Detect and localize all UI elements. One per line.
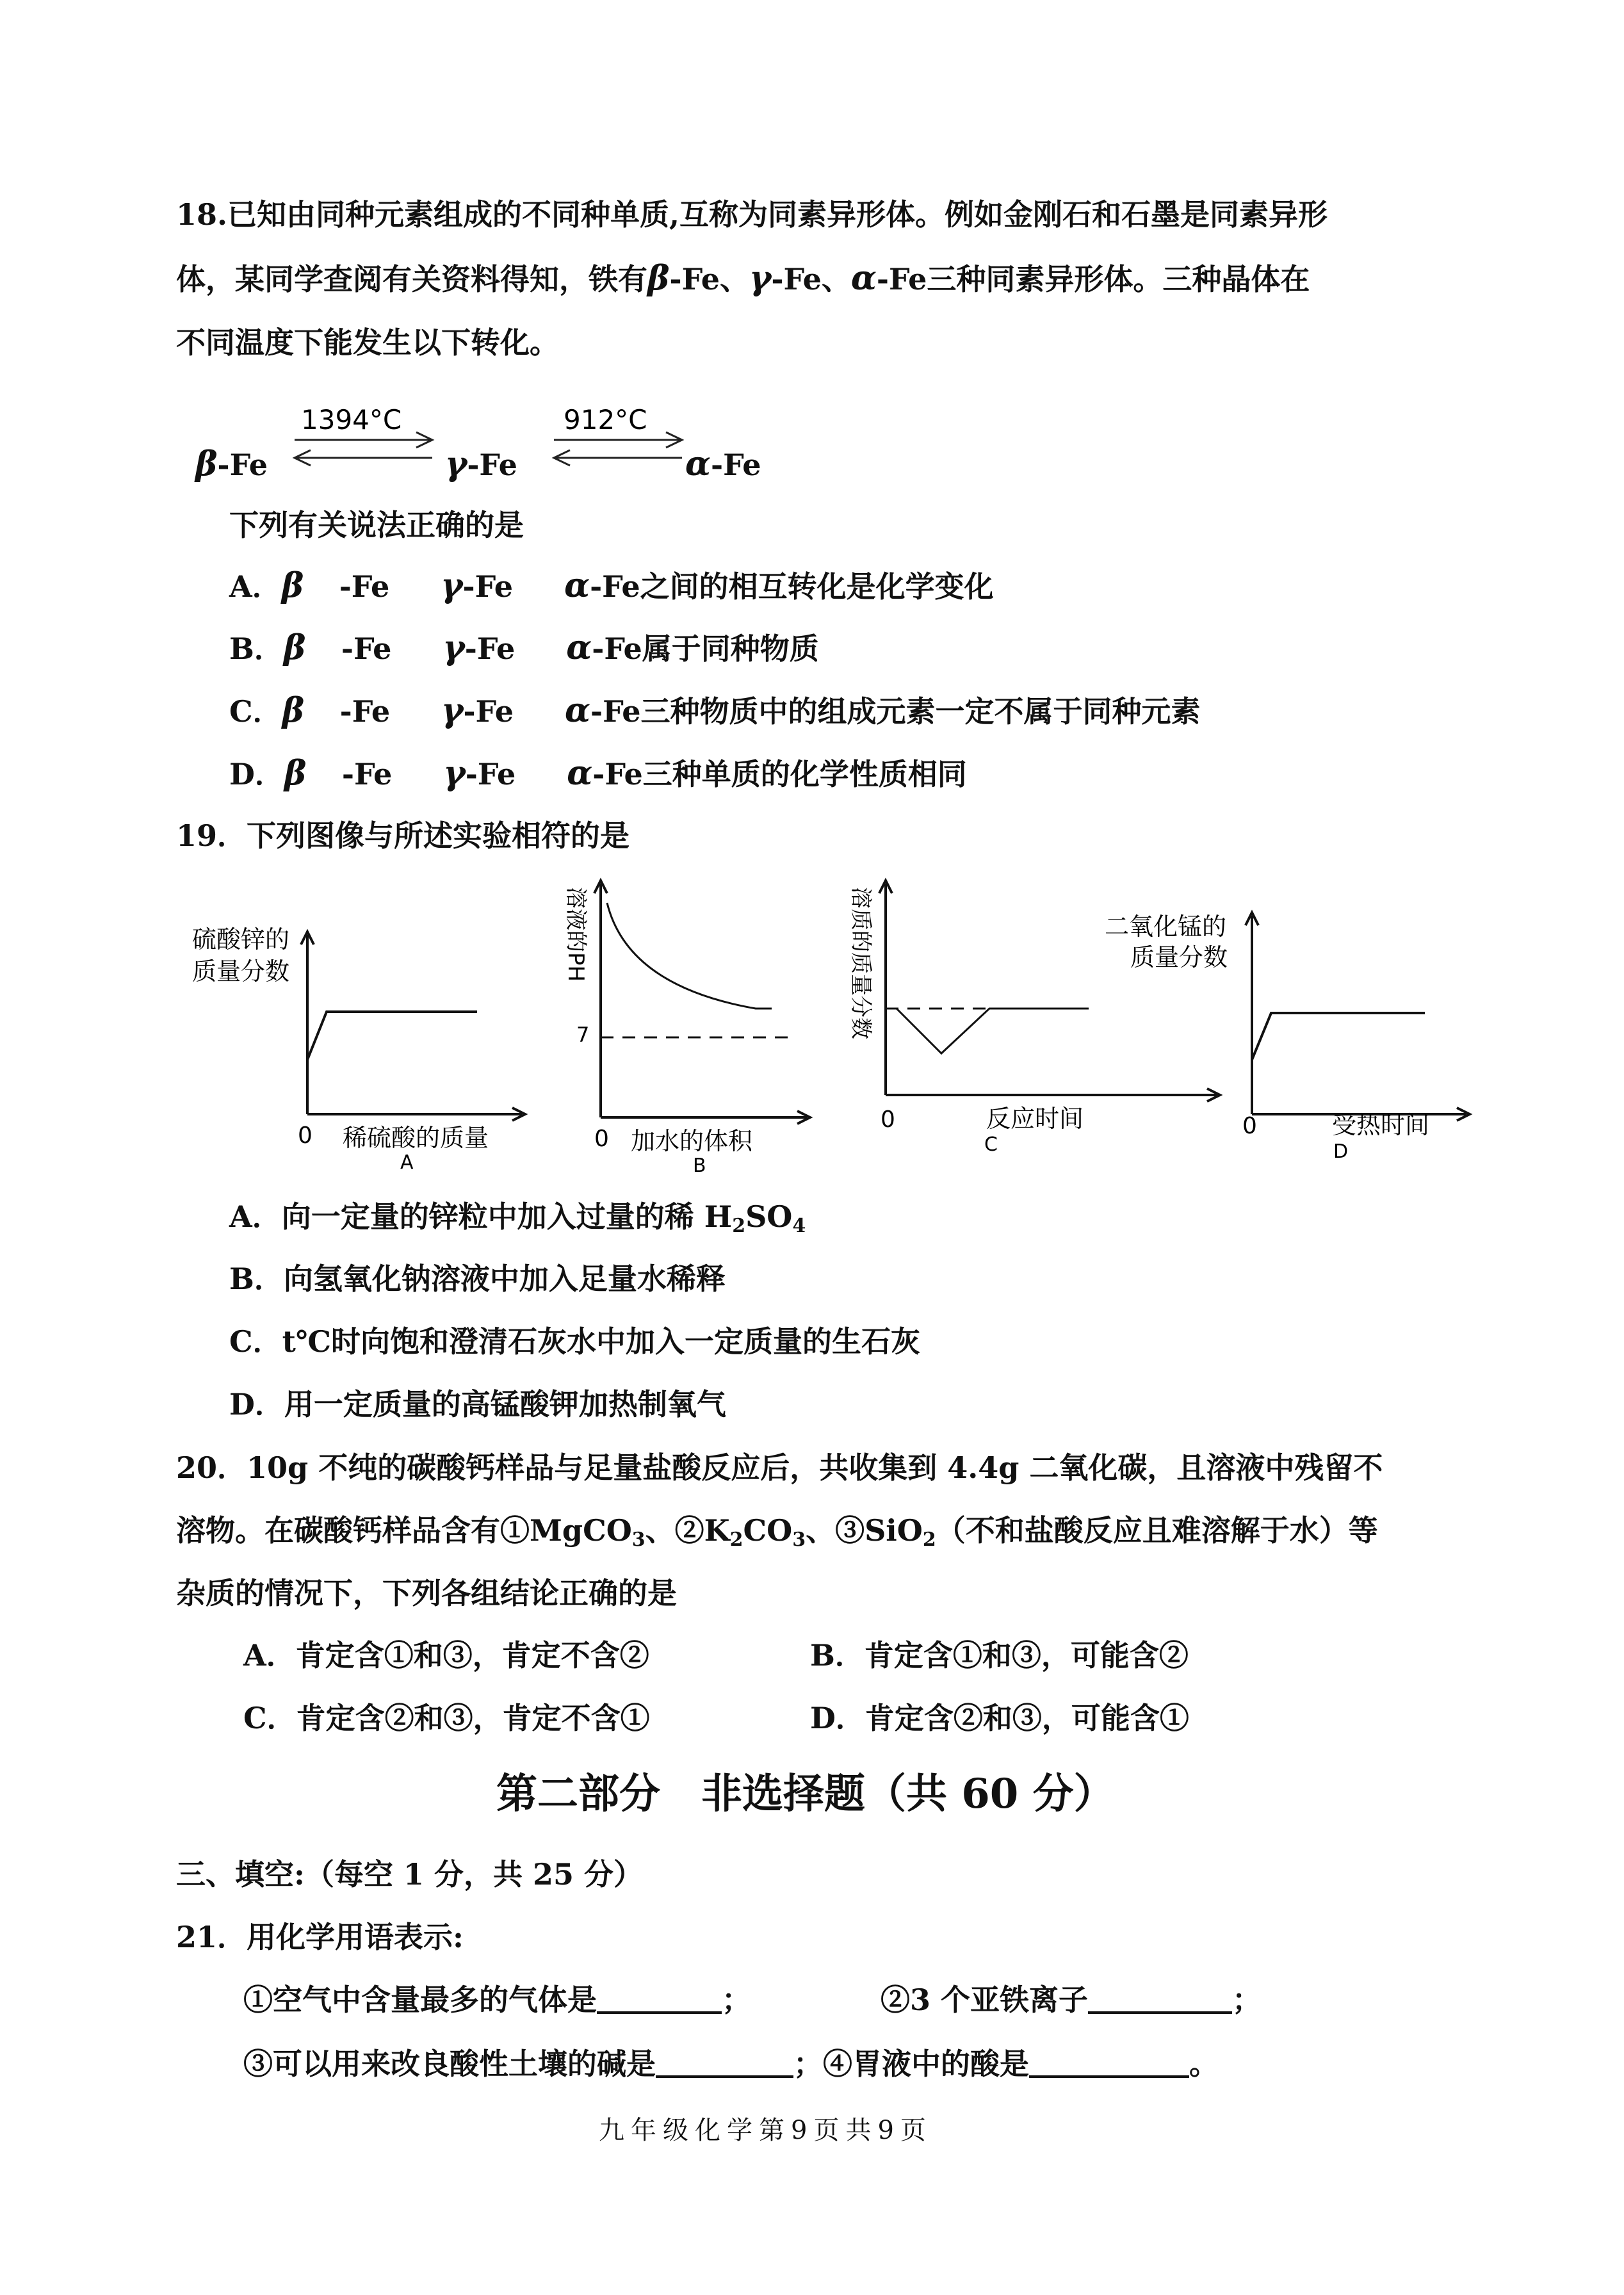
separator: 、 — [821, 262, 851, 296]
q21-stem: 21．用化学用语表示: — [176, 1920, 464, 1954]
q18-option-c: C．β -Fe γ-Fe α-Fe三种物质中的组成元素一定不属于同种元素 — [229, 691, 1201, 730]
answer-blank-4[interactable] — [1029, 2047, 1189, 2078]
alpha-symbol: α — [685, 444, 711, 483]
gamma-symbol: γ — [445, 444, 467, 483]
q19-option-b: B．向氢氧化钠溶液中加入足量水稀释 — [229, 1261, 726, 1296]
graph-a-ylabel2: 质量分数 — [192, 957, 290, 985]
q20-option-a: A．肯定含①和③，肯定不含② — [243, 1638, 649, 1673]
fe-label: -Fe — [217, 448, 268, 482]
fe-label: -Fe — [669, 262, 720, 296]
page-footer: 九年级化学第9页共9页 — [599, 2116, 932, 2145]
q18-option-d: D．β -Fe γ-Fe α-Fe三种单质的化学性质相同 — [229, 754, 967, 793]
q18-option-b: B．β -Fe γ-Fe α-Fe属于同种物质 — [229, 628, 819, 667]
graph-c-xlabel: 反应时间 — [986, 1105, 1084, 1133]
graph-d — [1095, 903, 1479, 1172]
answer-blank-1[interactable] — [597, 1983, 722, 2014]
graph-b-xlabel: 加水的体积 — [631, 1127, 753, 1155]
graph-a-xlabel: 稀硫酸的质量 — [343, 1124, 489, 1152]
graph-c-curve — [897, 1009, 1089, 1053]
q19-option-d: D．用一定质量的高锰酸钾加热制氧气 — [229, 1387, 726, 1422]
graph-a-origin: 0 — [298, 1123, 313, 1149]
graph-a-tag: A — [400, 1151, 414, 1174]
q21-item2: ②3 个亚铁离子 ； — [881, 1983, 1262, 2017]
answer-blank-3[interactable] — [656, 2047, 793, 2078]
graph-c-ylabel: 溶质的质量分数 — [848, 887, 873, 1039]
graph-a — [186, 922, 544, 1178]
q18-prompt: 下列有关说法正确的是 — [229, 508, 524, 542]
beta-fe-term — [195, 445, 268, 484]
q20-option-c: C．肯定含②和③，肯定不含① — [243, 1701, 650, 1735]
temp2-label: 912°C — [564, 404, 647, 435]
graph-d-curve — [1252, 1013, 1425, 1060]
graph-d-ylabel2: 质量分数 — [1130, 943, 1228, 971]
q20-option-b: B．肯定含①和③，可能含② — [810, 1638, 1189, 1673]
graph-c-tag: C — [984, 1133, 998, 1156]
q20-option-d: D．肯定含②和③，可能含① — [810, 1701, 1189, 1735]
fe-label: -Fe — [771, 262, 822, 296]
section3-heading: 三、填空:（每空 1 分，共 25 分） — [176, 1857, 644, 1892]
q18-line2 — [176, 259, 1310, 298]
fe-label: -Fe — [876, 262, 927, 296]
q20-line2: 溶物。在碳酸钙样品含有①MgCO$_3$、$②K_2CO_3$、③SiO$_2$（不和盐酸反应且难溶解于水）等 — [176, 1513, 1378, 1551]
alpha-symbol: α — [850, 259, 877, 298]
equilibrium-arrows — [282, 394, 704, 490]
q20-line1: 20．10g 不纯的碳酸钙样品与足量盐酸反应后，共收集到 4.4g 二氧化碳，且溶液中残留不 — [176, 1450, 1383, 1485]
graph-b — [551, 874, 820, 1175]
fe-label: -Fe — [467, 448, 517, 482]
answer-blank-2[interactable] — [1088, 1983, 1232, 2014]
q19-stem: 19．下列图像与所述实验相符的是 — [176, 818, 630, 853]
q18-option-a: A．β -Fe γ-Fe α-Fe之间的相互转化是化学变化 — [229, 566, 994, 605]
graph-b-curve — [607, 903, 772, 1009]
graph-c-origin: 0 — [881, 1107, 895, 1133]
graph-d-ylabel1: 二氧化锰的 — [1105, 912, 1227, 941]
fe-label: -Fe — [711, 448, 761, 482]
graph-b-ytick: 7 — [576, 1023, 590, 1047]
q18-line2-tail: 三种同素异形体。三种晶体在 — [927, 262, 1310, 296]
q18-line2-text: 体，某同学查阅有关资料得知，铁有 — [176, 262, 647, 296]
q21-item3: ③可以用来改良酸性土壤的碱是 ；④胃液中的酸是 。 — [243, 2047, 1219, 2081]
q19-option-a: A．向一定量的锌粒中加入过量的稀 $H_2SO_4$ — [229, 1199, 806, 1237]
temp1-label: 1394°C — [301, 404, 402, 435]
graph-b-ylabel: 溶液的PH — [563, 887, 589, 982]
gamma-symbol: γ — [749, 259, 772, 298]
graph-b-origin: 0 — [594, 1126, 609, 1152]
q21-item1: ①空气中含量最多的气体是 ； — [243, 1983, 751, 2017]
q19-option-c: C．t℃时向饱和澄清石灰水中加入一定质量的生石灰 — [229, 1324, 920, 1359]
graph-d-xlabel: 受热时间 — [1332, 1111, 1430, 1139]
beta-symbol: β — [647, 259, 670, 298]
separator: 、 — [720, 262, 750, 296]
q20-line3: 杂质的情况下，下列各组结论正确的是 — [176, 1576, 677, 1610]
beta-symbol: β — [195, 444, 218, 483]
q18-line3: 不同温度下能发生以下转化。 — [176, 325, 559, 360]
q18-line1: 18.已知由同种元素组成的不同种单质,互称为同素异形体。例如金刚石和石墨是同素异形 — [176, 197, 1328, 232]
graph-b-tag: B — [693, 1155, 706, 1175]
graph-d-origin: 0 — [1242, 1113, 1257, 1139]
graph-d-tag: D — [1333, 1140, 1349, 1163]
part2-title: 第二部分 非选择题（共 60 分） — [496, 1770, 1115, 1818]
graph-a-ylabel1: 硫酸锌的 — [192, 925, 290, 953]
graph-a-curve — [307, 1012, 477, 1060]
